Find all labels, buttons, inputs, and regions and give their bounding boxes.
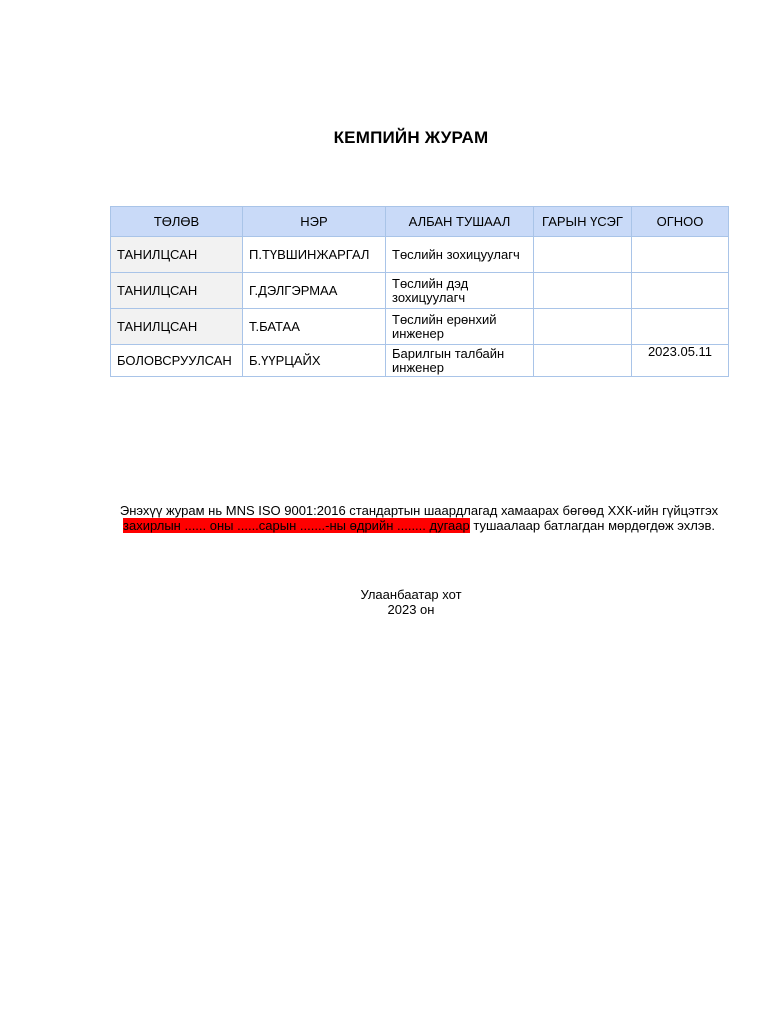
approval-table: [110, 206, 729, 377]
table-row: [111, 237, 729, 273]
status-cell: ТАНИЛЦСАН: [111, 273, 243, 309]
header-status: ТӨЛӨВ: [111, 207, 243, 237]
date-cell: [632, 309, 729, 345]
header-position: АЛБАН ТУШААЛ: [386, 207, 534, 237]
signature-cell: [534, 273, 632, 309]
status-cell: ТАНИЛЦСАН: [111, 309, 243, 345]
table-row: [111, 309, 729, 345]
signature-cell: [534, 237, 632, 273]
date-cell: [632, 237, 729, 273]
document-title: КЕМПИЙН ЖУРАМ: [333, 128, 489, 147]
signature-cell: [534, 345, 632, 377]
status-cell: ТАНИЛЦСАН: [111, 237, 243, 273]
highlighted-blank-fields: захирлын ...... оны ......сарын .......-ны өдрийн ........ дугаар: [123, 518, 470, 533]
position-cell: Төслийн зохицуулагч: [386, 237, 534, 273]
year-label: 2023 он: [387, 602, 435, 617]
position-cell: Төслийн дэд зохицуулагч: [386, 273, 534, 309]
name-cell: Б.ҮҮРЦАЙХ: [243, 345, 386, 377]
table-header-row: [111, 207, 729, 237]
statement-text: Энэхүү журам нь MNS ISO 9001:2016 стандартын шаардлагад хамаарах бөгөөд ХХК-ийн гүйцэтгэх: [119, 503, 719, 518]
table-row: [111, 345, 729, 377]
name-cell: П.ТҮВШИНЖАРГАЛ: [243, 237, 386, 273]
header-date: ОГНОО: [632, 207, 729, 237]
place-and-year: [0, 587, 768, 617]
position-cell: Барилгын талбайн инженер: [386, 345, 534, 377]
table-row: [111, 273, 729, 309]
approval-statement: [110, 503, 728, 533]
name-cell: Т.БАТАА: [243, 309, 386, 345]
header-signature: ГАРЫН ҮСЭГ: [534, 207, 632, 237]
city-label: Улаанбаатар хот: [360, 587, 462, 602]
date-cell: [632, 273, 729, 309]
status-cell: БОЛОВСРУУЛСАН: [111, 345, 243, 377]
position-cell: Төслийн ерөнхий инженер: [386, 309, 534, 345]
header-name: НЭР: [243, 207, 386, 237]
date-cell: 2023.05.11: [632, 345, 729, 377]
statement-text-end: тушаалаар батлагдан мөрдөгдөж эхлэв.: [469, 518, 715, 533]
name-cell: Г.ДЭЛГЭРМАА: [243, 273, 386, 309]
signature-cell: [534, 309, 632, 345]
